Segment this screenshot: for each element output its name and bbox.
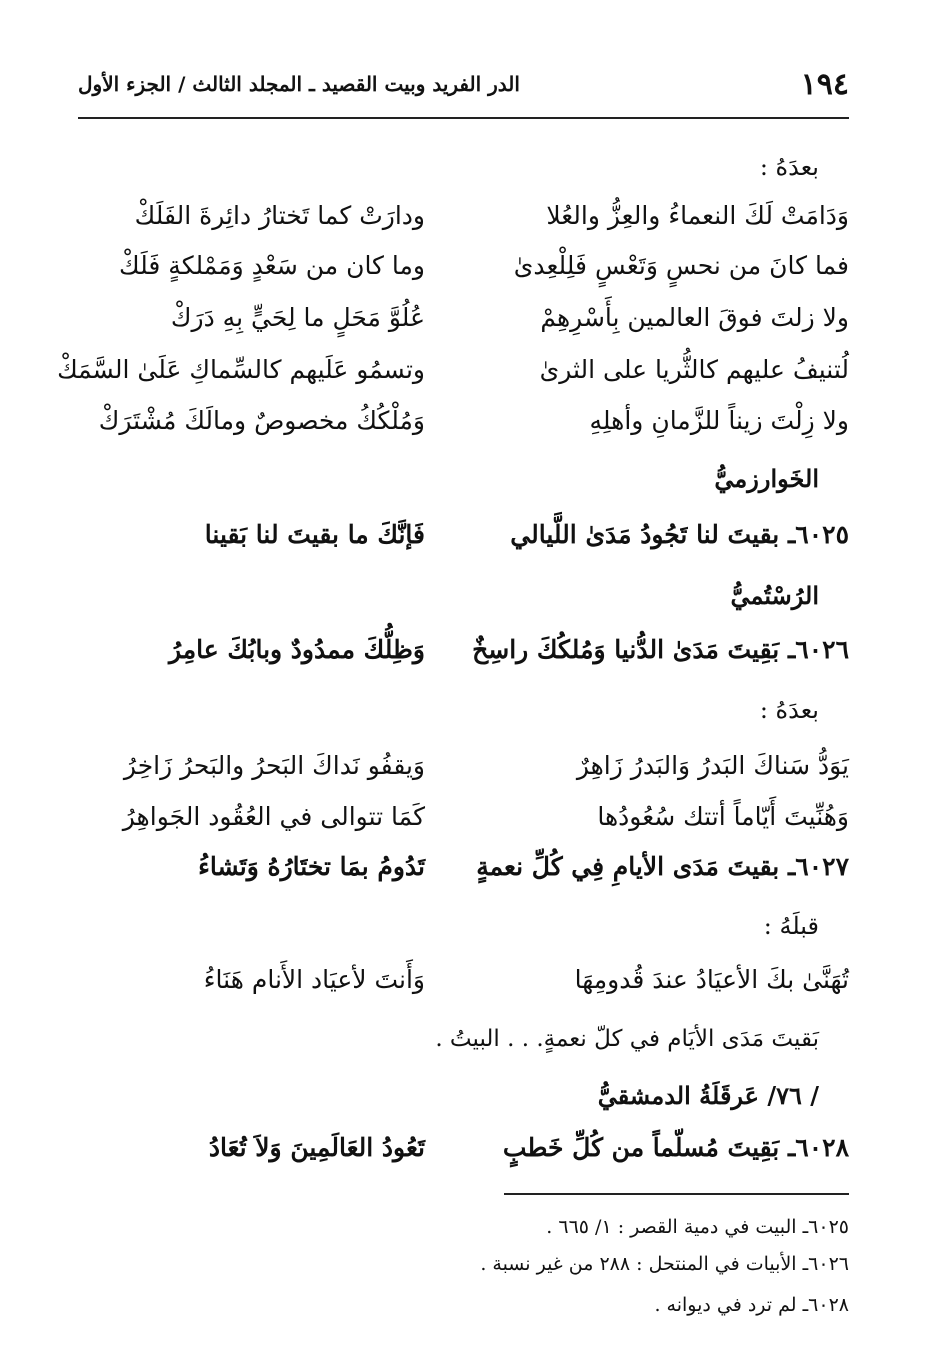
verse-line-numbered xyxy=(95,1128,849,1168)
verse-second-hemistich: فَإنَّكَ ما بقيتَ لنا بَقينا xyxy=(204,520,425,549)
verse-second-hemistich: كَمَا تتوالى في العُقُود الجَواهِرُ xyxy=(122,802,425,831)
verse-line xyxy=(95,298,849,338)
footnote-divider xyxy=(504,1193,849,1195)
verse-line-numbered xyxy=(95,515,849,555)
verse-first-hemistich: ٦٠٢٧ـ بقيتَ مَدَى الأيامِ فِي كُلِّ نعمةٍ xyxy=(476,852,849,881)
verse-first-hemistich: تُهَنَّىٰ بكَ الأعيَادُ عندَ قُدومِهَا xyxy=(574,965,849,994)
section-label-after: بعدَهُ : xyxy=(759,696,819,724)
header-divider xyxy=(78,117,849,119)
verse-line xyxy=(95,401,849,441)
page-header xyxy=(78,62,849,106)
verse-line xyxy=(95,746,849,786)
verse-second-hemistich: تَعُودُ العَالَمِينَ وَلاَ تُعَادُ xyxy=(208,1133,425,1162)
verse-line xyxy=(57,350,849,390)
verse-line xyxy=(95,960,849,1000)
footnote: ٦٠٢٥ـ البيت في دمية القصر : ١/ ٦٦٥ . xyxy=(546,1216,849,1238)
poet-name: الخَوارزميُّ xyxy=(714,464,819,493)
verse-second-hemistich: وَيقفُو نَداكَ البَحرُ والبَحرُ زَاخِرُ xyxy=(123,751,425,780)
verse-first-hemistich: ولا زلتَ فوقَ العالمين بِأَسْرِهِمْ xyxy=(540,303,849,332)
section-label-before: قبلَهُ : xyxy=(763,912,819,940)
verse-line xyxy=(95,246,849,286)
section-label-after: بعدَهُ : xyxy=(759,153,819,181)
verse-line xyxy=(95,797,849,837)
poet-name: / ٧٦/ عَرقَلَةُ الدمشقيُّ xyxy=(597,1081,819,1110)
verse-first-hemistich: وَدَامَتْ لَكَ النعماءُ والعِزُّ والعُلا xyxy=(546,201,849,230)
verse-first-hemistich: ٦٠٢٥ـ بقيتَ لنا تَجُودُ مَدَىٰ اللَّيالي xyxy=(510,520,849,549)
verse-second-hemistich: وَمُلْكُكُ مخصوصٌ ومالَكَ مُشْتَرَكْ xyxy=(98,406,425,435)
verse-first-hemistich: وَهُنِّيتَ أَيّاماً أتتك سُعُودُها xyxy=(597,802,849,831)
poet-name: الرُسْتُميُّ xyxy=(730,581,819,610)
verse-line-numbered xyxy=(95,630,849,670)
prose-line: بَقيتَ مَدَى الأيَام في كلّ نعمةٍ. . . البيتُ . xyxy=(435,1026,819,1052)
footnote: ٦٠٢٨ـ لم ترد في ديوانه . xyxy=(654,1294,849,1316)
verse-first-hemistich: لُتنيفُ عليهم كالثُّريا على الثرىٰ xyxy=(539,355,849,384)
verse-second-hemistich: عُلُوَّ مَحَلٍ ما لِحَيٍّ بِهِ دَرَكْ xyxy=(170,303,425,332)
verse-second-hemistich: وَأَنتَ لأعيَاد الأَنام هَنَاءُ xyxy=(203,965,425,994)
verse-first-hemistich: ٦٠٢٦ـ بَقِيتَ مَدَىٰ الدُّنيا وَمُلكُكَ راسِخٌ xyxy=(472,635,849,664)
verse-second-hemistich: وتسمُو عَلَيهم كالسِّماكِ عَلَىٰ السَّمَكْ xyxy=(57,355,425,384)
verse-first-hemistich: ٦٠٢٨ـ بَقِيتَ مُسلّماً من كُلِّ خَطبٍ xyxy=(502,1133,849,1162)
verse-first-hemistich: ولا زِلْتَ زيناً للزَّمانِ وأهلِهِ xyxy=(589,406,849,435)
verse-line xyxy=(95,196,849,236)
verse-line-numbered xyxy=(95,847,849,887)
verse-second-hemistich: وَظِلُّكَ ممدُودٌ وبابُكَ عامِرُ xyxy=(169,635,425,664)
verse-second-hemistich: تَدُومُ بمَا تختَارُهُ وَتَشاءُ xyxy=(198,852,425,881)
verse-second-hemistich: وما كان من سَعْدٍ وَمَمْلكةٍ فَلَكْ xyxy=(119,251,425,280)
footnote: ٦٠٢٦ـ الأبيات في المنتحل : ٢٨٨ من غير نسبة . xyxy=(480,1253,849,1275)
verse-first-hemistich: فما كانَ من نحسٍ وَتَعْسٍ فَلِلْعِدىٰ xyxy=(513,251,849,280)
page-number: ١٩٤ xyxy=(800,66,849,102)
verse-second-hemistich: ودارَتْ كما تَختارُ دائِرةَ الفَلَكْ xyxy=(134,201,425,230)
running-title: الدر الفريد وبيت القصيد ـ المجلد الثالث / الجزء الأول xyxy=(78,72,520,96)
verse-first-hemistich: يَوَدُّ سَناكَ البَدرُ وَالبَدرُ زَاهِرٌ xyxy=(576,751,849,780)
